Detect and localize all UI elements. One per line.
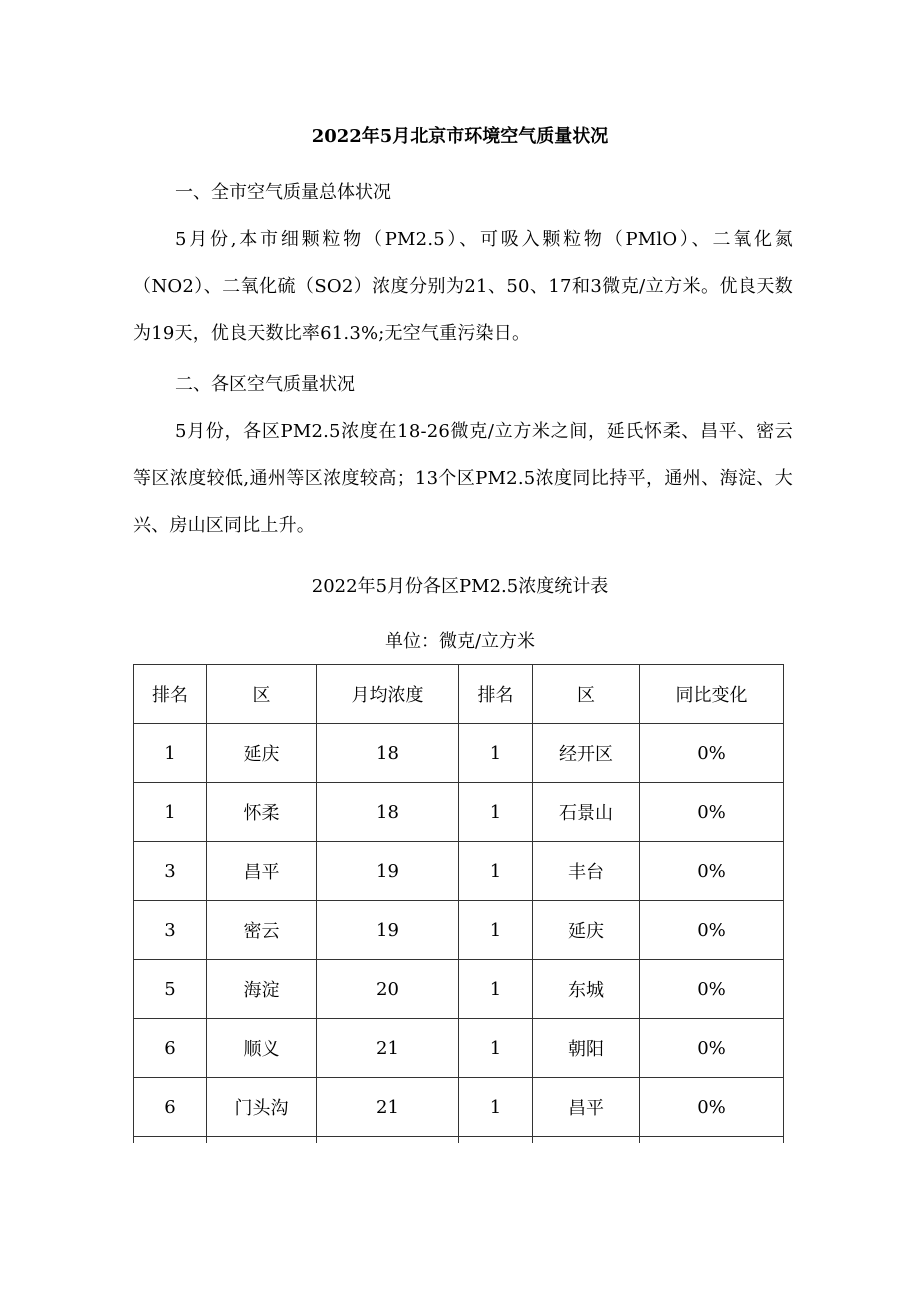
cell-change: 0% <box>640 724 784 783</box>
header-district-left: 区 <box>207 665 317 724</box>
table-header-row <box>134 665 784 724</box>
header-monthly-concentration: 月均浓度 <box>317 665 459 724</box>
cell-district: 东城 <box>533 960 640 1019</box>
cell-change: 0% <box>640 1019 784 1078</box>
cell-rank: 1 <box>459 960 533 1019</box>
cell-rank: 1 <box>459 842 533 901</box>
cell-change: 0% <box>640 842 784 901</box>
cell-district: 经开区 <box>533 724 640 783</box>
cell-concentration: 19 <box>317 901 459 960</box>
pm25-district-table <box>133 664 784 1196</box>
cell-rank: 1 <box>134 783 207 842</box>
cell-district: 昌平 <box>533 1078 640 1137</box>
cell-concentration: 20 <box>317 960 459 1019</box>
cell-rank: 1 <box>134 724 207 783</box>
cell-rank: 1 <box>459 901 533 960</box>
cell-change: 0% <box>640 960 784 1019</box>
cell-district: 朝阳 <box>533 1019 640 1078</box>
cell-concentration: 18 <box>317 724 459 783</box>
header-yoy-change: 同比变化 <box>640 665 784 724</box>
cell-change: 0% <box>640 783 784 842</box>
header-rank-right: 排名 <box>459 665 533 724</box>
cell-rank: 5 <box>134 960 207 1019</box>
cell-rank: 1 <box>459 724 533 783</box>
table-row <box>134 1019 784 1078</box>
page-bottom-blank <box>120 1143 800 1303</box>
cell-district: 昌平 <box>207 842 317 901</box>
table-unit: 单位：微克/立方米 <box>384 631 536 652</box>
cell-concentration: 19 <box>317 842 459 901</box>
cell-rank: 6 <box>134 1078 207 1137</box>
paragraph-overall: 5月份,本市细颗粒物（PM2.5）、可吸入颗粒物（PMlO）、二氧化氮（NO2）、二氧化硫（SO2）浓度分别为21、50、17和3微克/立方米。优良天数为19天，优良天数比率61.3%;无空气重污染日。 <box>133 229 793 344</box>
table-row <box>134 901 784 960</box>
cell-change: 0% <box>640 901 784 960</box>
table-row <box>134 842 784 901</box>
table-row <box>134 783 784 842</box>
cell-district: 密云 <box>207 901 317 960</box>
cell-rank: 3 <box>134 842 207 901</box>
cell-change: 0% <box>640 1078 784 1137</box>
header-rank-left: 排名 <box>134 665 207 724</box>
cell-district: 顺义 <box>207 1019 317 1078</box>
table-caption: 2022年5月份各区PM2.5浓度统计表 <box>311 576 609 597</box>
cell-rank: 1 <box>459 1078 533 1137</box>
cell-district: 丰台 <box>533 842 640 901</box>
cell-district: 石景山 <box>533 783 640 842</box>
page-title: 2022年5月北京市环境空气质量状况 <box>311 126 609 147</box>
header-district-right: 区 <box>533 665 640 724</box>
cell-district: 延庆 <box>533 901 640 960</box>
cell-rank: 1 <box>459 1019 533 1078</box>
cell-concentration: 18 <box>317 783 459 842</box>
cell-district: 海淀 <box>207 960 317 1019</box>
cell-concentration: 21 <box>317 1078 459 1137</box>
paragraph-districts: 5月份，各区PM2.5浓度在18-26微克/立方米之间，延氏怀柔、昌平、密云等区浓度较低,通州等区浓度较高；13个区PM2.5浓度同比持平，通州、海淀、大兴、房山区同比上升。 <box>133 421 793 536</box>
cell-district: 门头沟 <box>207 1078 317 1137</box>
cell-rank: 1 <box>459 783 533 842</box>
table-row <box>134 960 784 1019</box>
section-heading-overall: 一、全市空气质量总体状况 <box>175 182 391 203</box>
section-heading-districts: 二、各区空气质量状况 <box>175 374 355 395</box>
cell-district: 怀柔 <box>207 783 317 842</box>
cell-district: 延庆 <box>207 724 317 783</box>
cell-rank: 6 <box>134 1019 207 1078</box>
cell-rank: 3 <box>134 901 207 960</box>
cell-concentration: 21 <box>317 1019 459 1078</box>
table-row <box>134 724 784 783</box>
table-row <box>134 1078 784 1137</box>
